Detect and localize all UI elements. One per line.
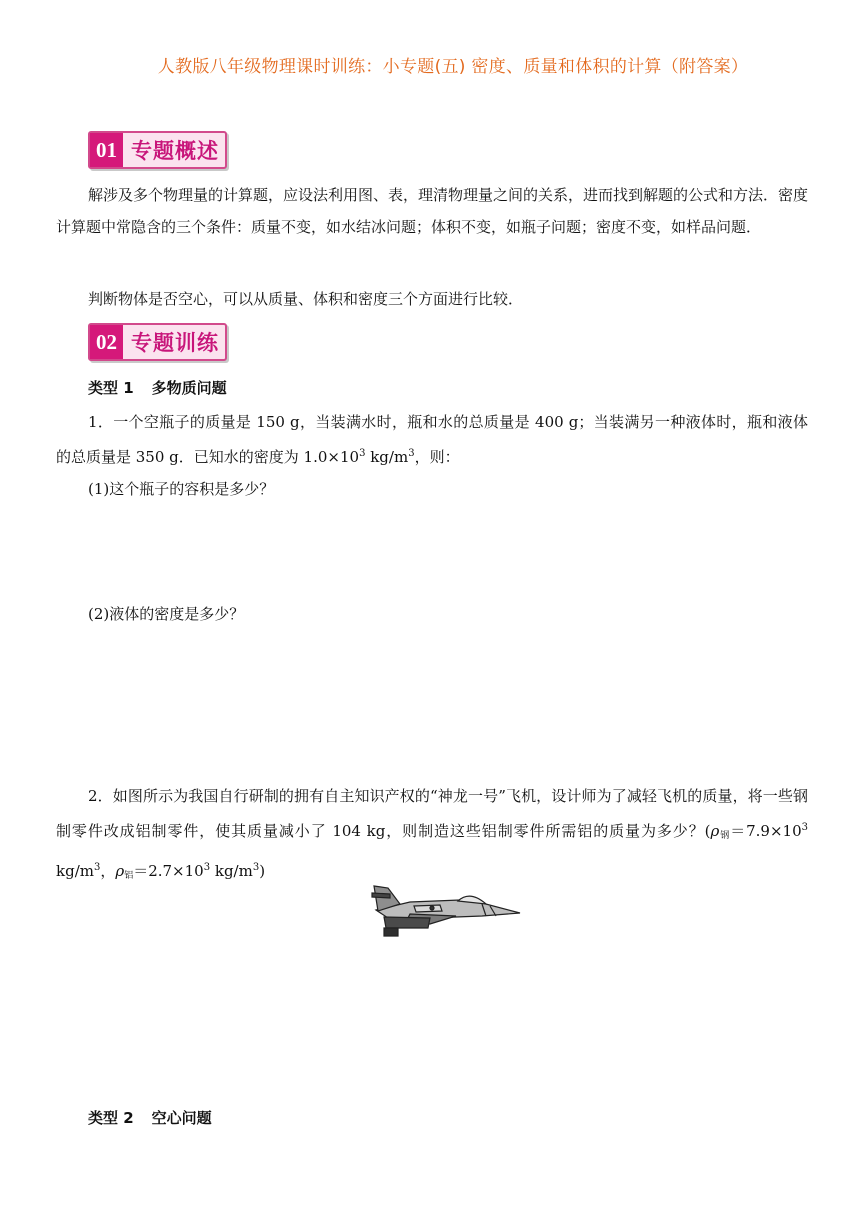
exponent: 3	[801, 822, 808, 833]
question-2	[56, 780, 808, 892]
airplane-figure	[370, 880, 526, 942]
hollow-paragraph: 判断物体是否空心，可以从质量、体积和密度三个方面进行比较．	[88, 290, 524, 308]
section-title: 专题训练	[131, 331, 219, 355]
q1-unit-exponent: 3	[408, 448, 415, 459]
steel-density: ＝7.9×10	[730, 822, 802, 840]
rho-symbol: ρ	[710, 822, 720, 840]
q1-text: 1．一个空瓶子的质量是 150 g，当装满水时，瓶和水的总质量是 400 g；当装满另一种液体时，瓶和液体的总质量是 350 g．已知水的密度为 1.0×10	[56, 413, 808, 466]
question-1	[56, 406, 808, 473]
exponent: 3	[203, 862, 211, 873]
aluminum-subscript: 铝	[124, 871, 134, 881]
q1-unit: kg/m	[365, 448, 409, 466]
type-heading-2	[88, 1107, 212, 1128]
close-paren: )	[259, 862, 266, 880]
separator: ，	[100, 862, 116, 880]
unit: kg/m	[210, 862, 253, 880]
section-number: 02	[90, 325, 123, 359]
section-title: 专题概述	[131, 139, 219, 163]
type-heading-1	[88, 377, 227, 398]
question-1-part-1: (1)这个瓶子的容积是多少？	[88, 480, 275, 498]
type-prefix: 类型 1	[88, 379, 134, 397]
unit: kg/m	[56, 862, 94, 880]
exponent: 3	[93, 862, 101, 873]
type-label: 多物质问题	[151, 379, 227, 397]
overview-paragraph: 解涉及多个物理量的计算题，应设法利用图、表，理清物理量之间的关系，进而找到解题的公式和方法．密度计算题中常隐含的三个条件：质量不变，如水结冰问题；体积不变，如瓶子问题；密度不变，如样品问题．	[56, 186, 809, 236]
q1-exponent: 3	[359, 448, 366, 459]
section-badge-training	[88, 323, 227, 361]
type-label: 空心问题	[151, 1109, 212, 1127]
exponent: 3	[252, 862, 260, 873]
rho-symbol: ρ	[115, 862, 125, 880]
q2-text: 2．如图所示为我国自行研制的拥有自主知识产权的“神龙一号”飞机，设计师为了减轻飞机的质量，将一些钢制零件改成铝制零件，使其质量减小了 104 kg，则制造这些铝制零件所需铝的质量为多少？(	[56, 787, 808, 840]
q1-tail: ，则：	[414, 448, 460, 466]
section-badge-overview	[88, 131, 227, 169]
section-number: 01	[90, 133, 123, 167]
document-title: 人教版八年级物理课时训练：小专题(五) 密度、质量和体积的计算（附答案）	[157, 57, 749, 77]
type-prefix: 类型 2	[88, 1109, 134, 1127]
question-1-part-2: (2)液体的密度是多少？	[88, 605, 245, 623]
aluminum-density: ＝2.7×10	[133, 862, 204, 880]
steel-subscript: 钢	[719, 831, 731, 841]
